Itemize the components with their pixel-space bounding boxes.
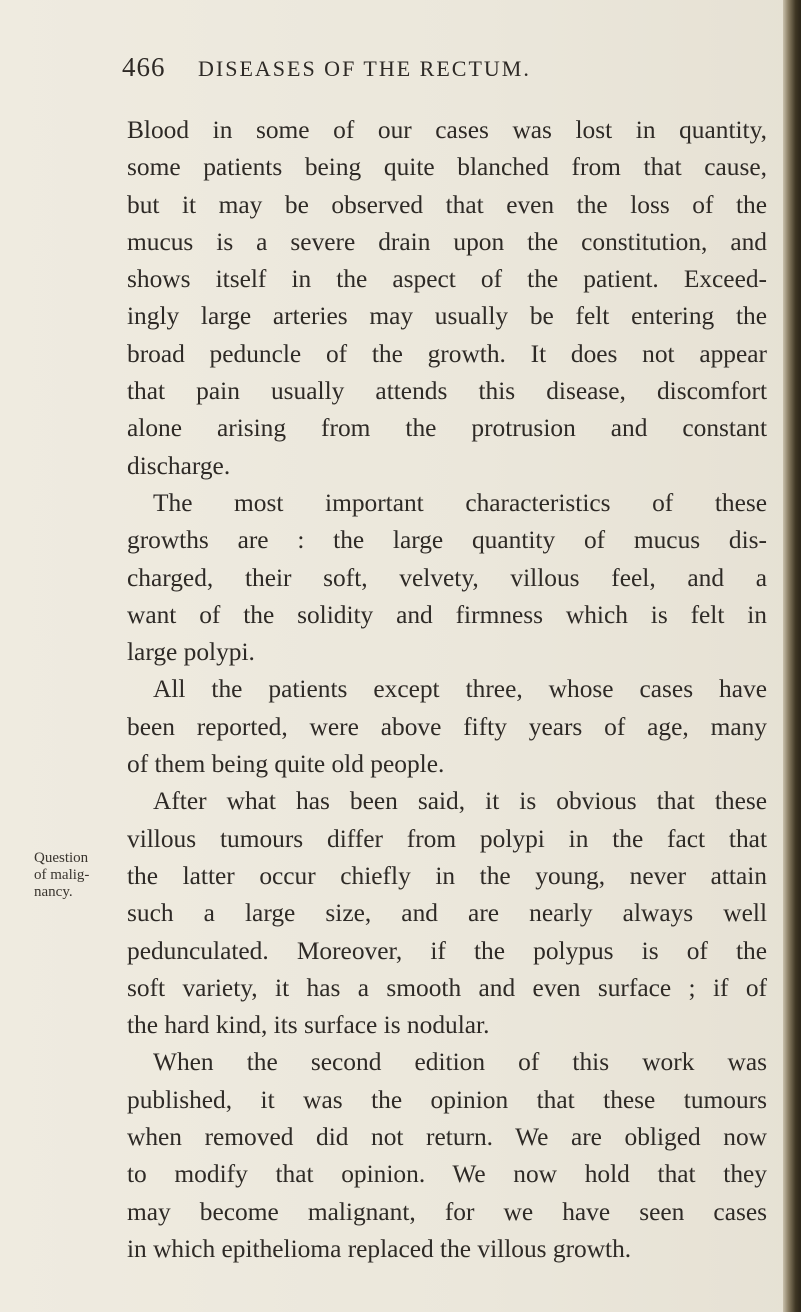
page-header [0, 52, 801, 92]
text-line: Blood in some of our cases was lost in quantity, [127, 116, 767, 144]
page-binding-edge [783, 0, 801, 1312]
text-line: to modify that opinion. We now hold that they [127, 1160, 767, 1189]
text-line: may become malignant, for we have seen cases [127, 1197, 767, 1226]
text-line: villous tumours differ from polypi in the fact that [127, 824, 767, 853]
margin-note-line: Question [34, 850, 89, 866]
text-line: charged, their soft, velvety, villous feel, and a [127, 563, 767, 592]
text-line: alone arising from the protrusion and constant [127, 414, 767, 443]
text-line: some patients being quite blanched from that cause, [127, 153, 767, 182]
text-line: large polypi. [127, 638, 255, 667]
text-line: when removed did not return. We are obliged now [127, 1123, 767, 1152]
text-line: but it may be observed that even the loss of the [127, 190, 767, 219]
text-line: want of the solidity and firmness which is felt in [127, 600, 767, 629]
text-line: of them being quite old people. [127, 750, 445, 779]
text-line: ingly large arteries may usually be felt entering the [127, 302, 767, 331]
margin-note-line: nancy. [34, 884, 73, 900]
text-line: been reported, were above fifty years of age, many [127, 712, 767, 741]
text-line: that pain usually attends this disease, discomfort [127, 377, 767, 406]
margin-note-line: of malig- [34, 867, 90, 883]
text-line: growths are : the large quantity of mucus dis- [127, 526, 767, 555]
text-line: All the patients except three, whose cases have [153, 675, 767, 704]
text-line: in which epithelioma replaced the villous growth. [127, 1234, 632, 1263]
text-line: published, it was the opinion that these tumours [127, 1085, 767, 1114]
text-line: the hard kind, its surface is nodular. [127, 1011, 490, 1040]
text-line: discharge. [127, 451, 231, 480]
text-line: shows itself in the aspect of the patient. Exceed- [127, 265, 767, 294]
text-line: When the second edition of this work was [153, 1048, 767, 1077]
margin-note [34, 850, 114, 901]
text-line: The most important characteristics of these [153, 488, 767, 517]
text-line: soft variety, it has a smooth and even surface ; if of [127, 973, 767, 1002]
text-line: the latter occur chiefly in the young, never attain [127, 861, 767, 890]
text-line: pedunculated. Moreover, if the polypus is of the [127, 936, 767, 965]
text-line: mucus is a severe drain upon the constitution, and [127, 227, 767, 256]
page-number: 466 [122, 52, 166, 82]
text-line: such a large size, and are nearly always well [127, 899, 767, 928]
body-text [127, 112, 767, 1268]
text-line: After what has been said, it is obvious that these [153, 787, 767, 816]
text-line: broad peduncle of the growth. It does not appear [127, 339, 767, 368]
running-title: DISEASES OF THE RECTUM. [198, 56, 531, 81]
